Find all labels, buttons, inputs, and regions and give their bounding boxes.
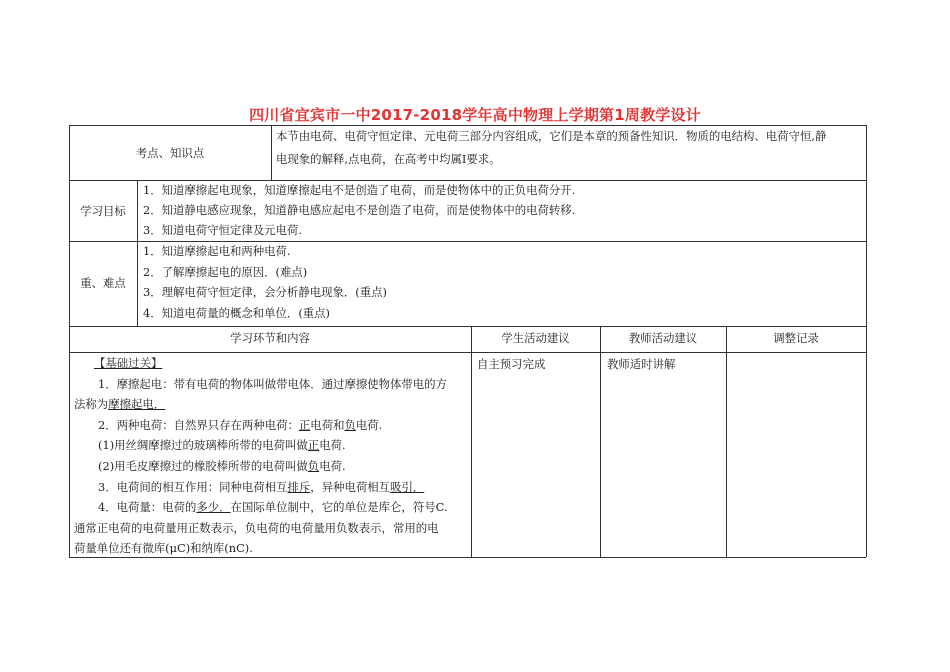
- student-activity: 自主预习完成: [477, 357, 546, 371]
- list-item: 3．理解电荷守恒定律，会分析静电现象．(重点): [143, 285, 387, 299]
- answer-blank: 正: [298, 417, 311, 432]
- xuexi-mubiao-list: [143, 180, 863, 240]
- list-item: 2．知道静电感应现象，知道静电感应起电不是创造了电荷，而是使物体中的电荷转移.: [143, 203, 576, 217]
- list-item: 1．知道摩擦起电现象，知道摩擦起电不是创造了电荷，而是使物体中的正负电荷分开.: [143, 183, 576, 197]
- list-item: 2．了解摩擦起电的原因．(难点): [143, 264, 308, 279]
- label-zhongnandian: 重、难点: [80, 276, 126, 290]
- document-title: 四川省宜宾市一中2017-2018学年高中物理上学期第1周教学设计: [249, 106, 701, 124]
- list-item: 4．知道电荷量的概念和单位．(重点): [143, 305, 330, 320]
- header-student: 学生活动建议: [501, 331, 570, 345]
- header-adjust: 调整记录: [773, 331, 819, 345]
- paragraph-3: (1)用丝绸摩擦过的玻璃棒所带的电荷叫做正电荷.: [98, 438, 346, 453]
- header-teacher: 教师活动建议: [628, 331, 698, 345]
- kaodian-line-2: 电现象的解释,点电荷，在高考中均属Ⅰ要求。: [276, 152, 501, 166]
- list-item: 3．知道电荷守恒定律及元电荷.: [143, 223, 302, 237]
- zhongnandian-list: [143, 241, 863, 323]
- answer-blank: 多少．: [196, 500, 231, 515]
- kaodian-line-1: 本节由电荷、电荷守恒定律、元电荷三部分内容组成，它们是本章的预备性知识．物质的电结构、电荷守恒,静: [276, 129, 827, 143]
- teacher-activity: 教师适时讲解: [607, 357, 676, 371]
- paragraph-4: (2)用毛皮摩擦过的橡胶棒所带的电荷叫做负电荷.: [98, 458, 346, 473]
- list-item: 1．知道摩擦起电和两种电荷.: [143, 244, 291, 258]
- paragraph-2: 2．两种电荷：自然界只存在两种电荷：正电荷和负电荷.: [98, 417, 383, 432]
- answer-blank: 摩擦起电．: [108, 397, 166, 412]
- section-title: 【基础过关】: [94, 356, 163, 370]
- answer-blank: 正: [307, 438, 320, 453]
- answer-blank: 吸引．: [390, 479, 425, 494]
- paragraph-1b: 法称为摩擦起电．: [74, 397, 166, 412]
- paragraph-5: 3．电荷间的相互作用：同种电荷相互排斥，异种电荷相互吸引．: [98, 479, 425, 494]
- answer-blank: 排斥: [287, 479, 311, 494]
- content-cell: [74, 353, 468, 559]
- paragraph-8: 荷量单位还有微库(μC)和纳库(nC).: [74, 541, 253, 556]
- answer-blank: 负: [344, 417, 356, 432]
- paragraph-7: 通常正电荷的电荷量用正数表示，负电荷的电荷量用负数表示，常用的电: [74, 520, 439, 535]
- kaodian-text: [276, 127, 866, 168]
- answer-blank: 负: [307, 458, 320, 473]
- header-content: 学习环节和内容: [230, 331, 310, 345]
- paragraph-6: 4．电荷量：电荷的多少．在国际单位制中，它的单位是库仑，符号C.: [98, 500, 448, 515]
- paragraph-1a: 1．摩擦起电：带有电荷的物体叫做带电体．通过摩擦使物体带电的方: [98, 376, 447, 391]
- label-kaodian: 考点、知识点: [135, 146, 205, 160]
- label-xuexi-mubiao: 学习目标: [80, 204, 126, 218]
